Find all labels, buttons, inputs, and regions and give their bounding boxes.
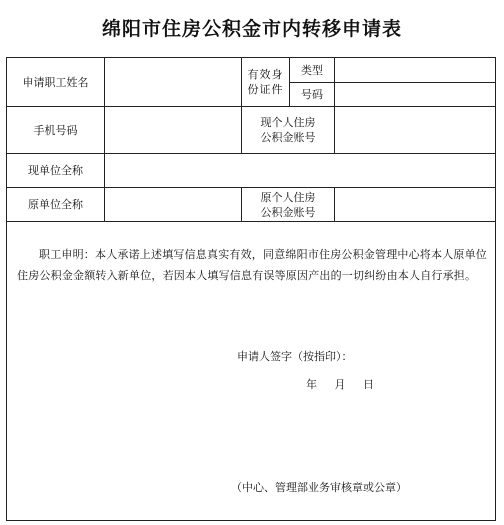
seal-note: （中心、管理部业务审核章或公章） bbox=[231, 481, 407, 494]
applicant-name-label: 申请职工姓名 bbox=[22, 75, 89, 89]
id-number-field[interactable] bbox=[335, 83, 495, 106]
transfer-application-form bbox=[6, 57, 496, 521]
applicant-statement: 职工申明：本人承诺上述填写信息真实有效，同意绵阳市住房公积金管理中心将本人原单位住房公积金金额转入新单位，若因本人填写信息有误等原因产出的一切纠纷由本人自行承担。 bbox=[17, 248, 487, 282]
id-type-field[interactable] bbox=[335, 58, 495, 82]
current-account-field[interactable] bbox=[335, 107, 495, 153]
id-type-label: 类型 bbox=[301, 63, 323, 77]
signature-label: 申请人签字（按指印）： bbox=[237, 350, 353, 363]
phone-field[interactable] bbox=[105, 107, 241, 153]
former-account-field[interactable] bbox=[335, 188, 495, 221]
applicant-name-field[interactable] bbox=[105, 58, 241, 106]
id-number-label: 号码 bbox=[301, 88, 323, 101]
form-title: 绵阳市住房公积金市内转移申请表 bbox=[101, 18, 402, 40]
id-document-label: 有效身份证件 bbox=[247, 68, 284, 96]
row-divider bbox=[7, 221, 495, 222]
phone-label: 手机号码 bbox=[33, 123, 78, 137]
current-employer-label: 现单位全称 bbox=[28, 164, 83, 177]
former-employer-label: 原单位全称 bbox=[28, 198, 83, 211]
former-account-label: 原个人住房公积金账号 bbox=[260, 190, 316, 219]
current-account-label: 现个人住房公积金账号 bbox=[260, 116, 316, 144]
former-employer-field[interactable] bbox=[105, 188, 241, 221]
current-employer-field[interactable] bbox=[105, 154, 495, 187]
date-label: 年 月 日 bbox=[306, 378, 374, 391]
